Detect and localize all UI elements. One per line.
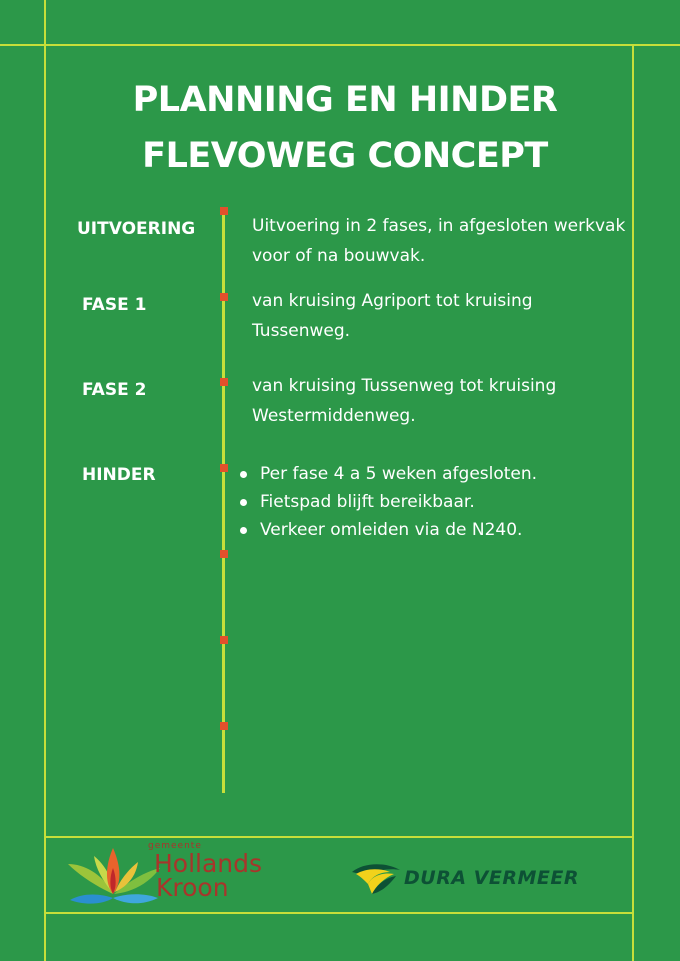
- frame-right-line: [632, 44, 634, 961]
- bullet-text: Verkeer omleiden via de N240.: [260, 520, 523, 540]
- hollands-kroon-flower-icon: [66, 842, 161, 908]
- section-text-fase-2: van kruising Tussenweg tot kruising Westermiddenweg.: [252, 376, 557, 426]
- hollands-kroon-line-1: Hollands: [154, 849, 263, 878]
- timeline-marker: [220, 636, 228, 644]
- timeline-marker: [220, 207, 228, 215]
- frame-footer-top-line: [44, 836, 634, 838]
- section-label-fase-2: FASE 2: [82, 380, 147, 400]
- frame-top-line: [0, 44, 680, 46]
- title-line-2: FLEVOWEG CONCEPT: [142, 136, 548, 176]
- section-label-fase-1: FASE 1: [82, 295, 147, 315]
- dura-vermeer-emblem-icon: [350, 858, 402, 898]
- bullet-icon: [240, 527, 247, 534]
- list-item: [240, 516, 537, 544]
- timeline-marker: [220, 550, 228, 558]
- timeline-marker: [220, 378, 228, 386]
- section-label-uitvoering: UITVOERING: [77, 219, 196, 239]
- hinder-bullet-list: [240, 460, 537, 544]
- frame-footer-bottom-line: [44, 912, 634, 914]
- hollands-kroon-logo: [66, 842, 296, 912]
- hollands-kroon-name: [154, 849, 263, 902]
- dura-vermeer-name: DURA VERMEER: [404, 867, 579, 889]
- list-item: [240, 488, 537, 516]
- frame-left-line: [44, 0, 46, 961]
- dura-vermeer-logo: [350, 858, 610, 898]
- bullet-icon: [240, 471, 247, 478]
- section-text-fase-1: van kruising Agriport tot kruising Tussenweg.: [252, 291, 533, 341]
- page-title: [60, 72, 630, 184]
- title-line-1: PLANNING EN HINDER: [132, 80, 558, 120]
- bullet-text: Per fase 4 a 5 weken afgesloten.: [260, 464, 538, 484]
- hollands-kroon-gemeente-text: gemeente: [148, 841, 202, 851]
- timeline-marker: [220, 464, 228, 472]
- bullet-text: Fietspad blijft bereikbaar.: [260, 492, 475, 512]
- section-label-hinder: HINDER: [82, 465, 156, 485]
- bullet-icon: [240, 499, 247, 506]
- hollands-kroon-line-2: Kroon: [156, 873, 229, 902]
- timeline-marker: [220, 293, 228, 301]
- timeline-marker: [220, 722, 228, 730]
- list-item: [240, 460, 537, 488]
- section-text-uitvoering: Uitvoering in 2 fases, in afgesloten werkvak voor of na bouwvak.: [252, 216, 626, 266]
